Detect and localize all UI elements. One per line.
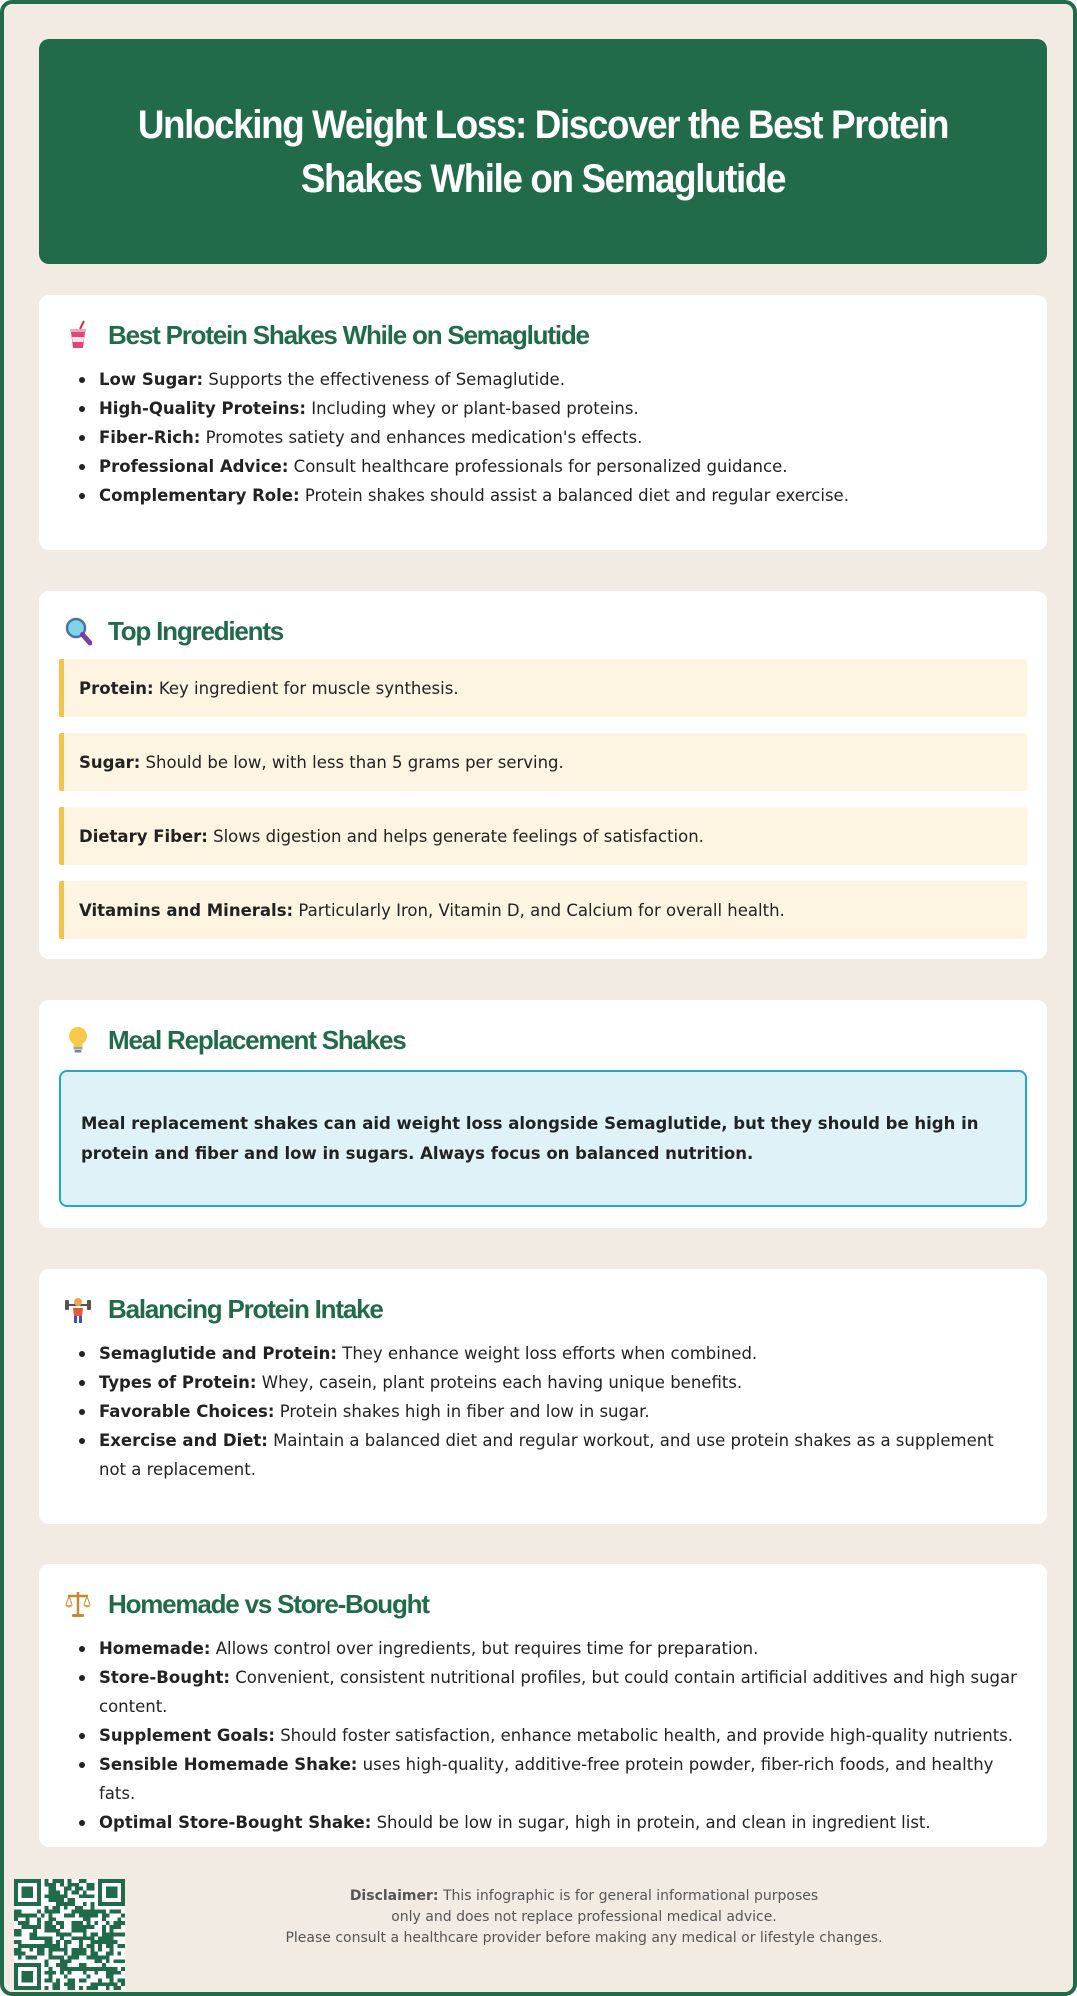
section-header	[64, 1291, 383, 1327]
section-homemade-vs-store	[39, 1564, 1047, 1847]
list-item: Professional Advice: Consult healthcare professionals for personalized guidance.	[99, 452, 1017, 481]
list-item: Supplement Goals: Should foster satisfaction, enhance metabolic health, and provide high-quality nutrients.	[99, 1721, 1017, 1750]
section-balancing-protein	[39, 1269, 1047, 1524]
list-item: Low Sugar: Supports the effectiveness of Semaglutide.	[99, 365, 1017, 394]
ingredient-item: Dietary Fiber: Slows digestion and helps generate feelings of satisfaction.	[59, 807, 1027, 865]
ingredient-item: Vitamins and Minerals: Particularly Iron, Vitamin D, and Calcium for overall health.	[59, 881, 1027, 939]
homemade-list	[99, 1634, 1017, 1837]
milkshake-cup-icon	[64, 320, 92, 350]
section-header	[64, 1022, 406, 1058]
balance-scale-icon	[64, 1589, 92, 1619]
section-best-protein-shakes	[39, 295, 1047, 550]
disclaimer-label: Disclaimer:	[349, 1888, 439, 1904]
page-title: Unlocking Weight Loss: Discover the Best Protein Shakes While on Semaglutide	[137, 102, 949, 201]
weightlifter-icon	[64, 1294, 92, 1324]
page-header	[39, 39, 1047, 264]
qr-code-icon	[14, 1879, 125, 1990]
list-item: Semaglutide and Protein: They enhance weight loss efforts when combined.	[99, 1339, 1017, 1368]
section-header	[64, 613, 283, 649]
section-top-ingredients	[39, 591, 1047, 959]
list-item: Favorable Choices: Protein shakes high in fiber and low in sugar.	[99, 1397, 1017, 1426]
list-item: Types of Protein: Whey, casein, plant proteins each having unique benefits.	[99, 1368, 1017, 1397]
balancing-list	[99, 1339, 1017, 1484]
list-item: Fiber-Rich: Promotes satiety and enhances medication's effects.	[99, 423, 1017, 452]
section-title: Balancing Protein Intake	[108, 1293, 383, 1324]
ingredient-item: Sugar: Should be low, with less than 5 grams per serving.	[59, 733, 1027, 791]
disclaimer: Disclaimer: This infographic is for general informational purposes only and does not replace professional medical advice. Please consult a healthcare provider before making any medical or lifestyle changes.	[285, 1888, 883, 1946]
light-bulb-icon	[64, 1025, 92, 1055]
ingredient-item: Protein: Key ingredient for muscle synthesis.	[59, 659, 1027, 717]
section-meal-replacement	[39, 1000, 1047, 1228]
section-header	[64, 317, 589, 353]
best-shakes-list	[99, 365, 1017, 510]
list-item: Sensible Homemade Shake: uses high-quality, additive-free protein powder, fiber-rich foods, and healthy fats.	[99, 1750, 1017, 1808]
section-title: Homemade vs Store-Bought	[108, 1588, 429, 1619]
section-title: Top Ingredients	[108, 615, 284, 646]
magnifying-glass-icon	[64, 616, 92, 646]
list-item: Store-Bought: Convenient, consistent nutritional profiles, but could contain artificial additives and high sugar content.	[99, 1663, 1017, 1721]
section-title: Best Protein Shakes While on Semaglutide	[108, 319, 589, 350]
section-title: Meal Replacement Shakes	[108, 1024, 406, 1055]
list-item: Optimal Store-Bought Shake: Should be low in sugar, high in protein, and clean in ingredient list.	[99, 1808, 1017, 1837]
list-item: Homemade: Allows control over ingredients, but requires time for preparation.	[99, 1634, 1017, 1663]
list-item: Exercise and Diet: Maintain a balanced diet and regular workout, and use protein shakes as a supplement not a replacement.	[99, 1426, 1017, 1484]
meal-replacement-callout: Meal replacement shakes can aid weight loss alongside Semaglutide, but they should be high in protein and fiber and low in sugars. Always focus on balanced nutrition.	[59, 1070, 1027, 1207]
list-item: High-Quality Proteins: Including whey or plant-based proteins.	[99, 394, 1017, 423]
list-item: Complementary Role: Protein shakes should assist a balanced diet and regular exercise.	[99, 481, 1017, 510]
section-header	[64, 1586, 429, 1622]
